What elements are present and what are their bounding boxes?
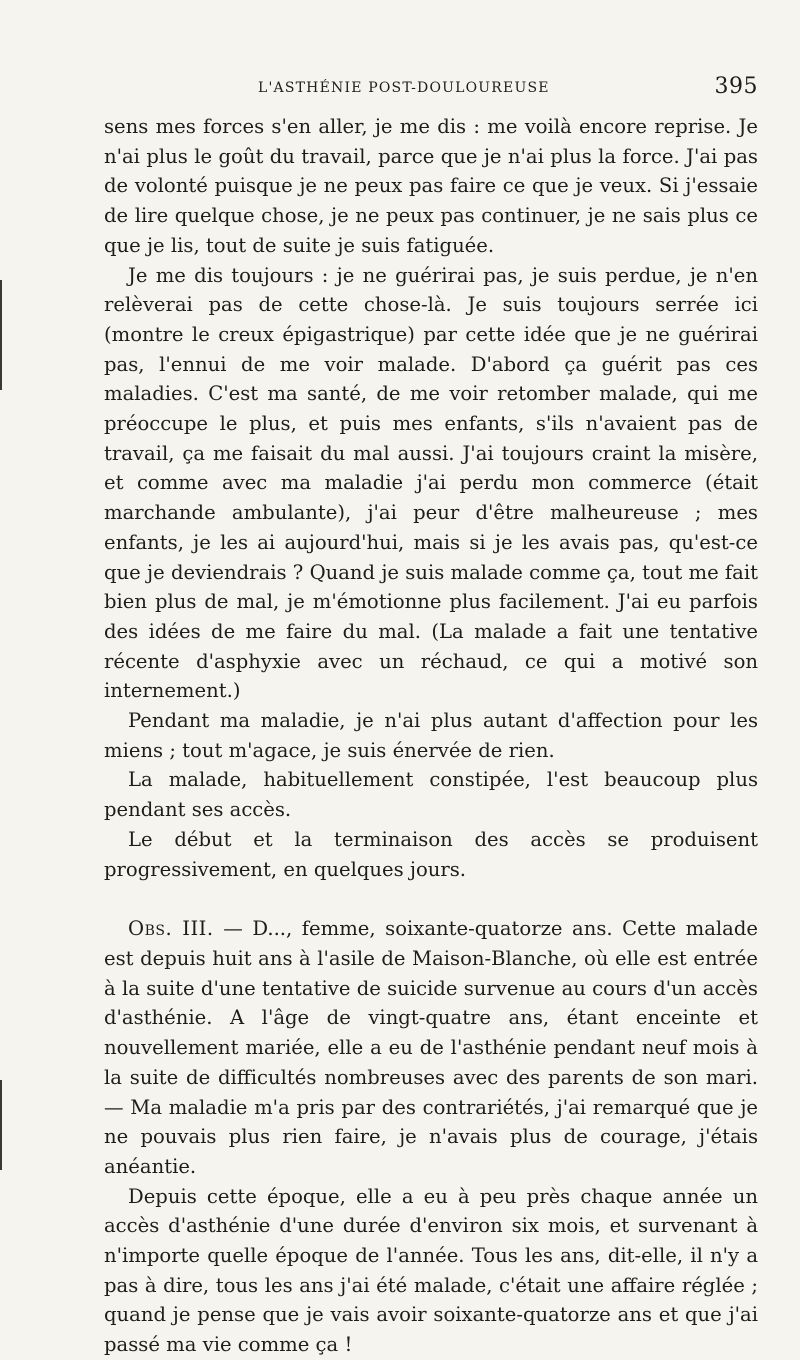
page-number: 395 <box>714 74 758 99</box>
paragraph: La malade, habituellement constipée, l'est beaucoup plus pendant ses accès. <box>104 768 758 822</box>
paragraph: Pendant ma maladie, je n'ai plus autant d'affection pour les miens ; tout m'agace, je suis énervée de rien. <box>104 709 758 762</box>
paragraph: Je me dis toujours : je ne guérirai pas, je suis perdue, je n'en relèverai pas de cette chose-là. Je suis toujours serrée ici (montre le creux épigastrique) par cette idée que je ne guérirai pas, l'ennui de me voir malade. D'abord ça guérit pas ces maladies. C'est ma santé, de me voir retomber malade, qui me préoccupe le plus, et puis mes enfants, s'ils n'avaient pas de travail, ça me faisait du mal aussi. J'ai toujours craint la misère, et comme avec ma maladie j'ai perdu mon commerce (était marchande ambulante), j'ai peur d'être malheureuse ; mes enfants, je les ai aujourd'hui, mais si je les avais pas, qu'est-ce que je deviendrais ? Quand je suis malade comme ça, tout me fait bien plus de mal, je m'émotionne plus facilement. J'ai eu parfois des idées de me faire du mal. (La malade a fait une tentative récente d'asphyxie avec un réchaud, ce qui a motivé son internement.) <box>104 263 758 703</box>
binding-shadow <box>0 1080 2 1170</box>
paragraph: Depuis cette époque, elle a eu à peu près chaque année un accès d'asthénie d'une durée d'environ six mois, et survenant à n'importe quelle époque de l'année. Tous les ans, dit-elle, il n'y a pas à dire, tous les ans j'ai été malade, c'était une affaire réglée ; quand je pense que je vais avoir soixante-quatorze ans et que j'ai passé ma vie comme ça ! <box>104 1184 758 1357</box>
body-text <box>104 112 758 1360</box>
running-title: L'ASTHÉNIE POST-DOULOUREUSE <box>258 80 550 96</box>
paragraph: Le début et la terminaison des accès se produisent progressivement, en quelques jours. <box>104 827 758 881</box>
observation-label: Obs. III. <box>128 917 214 941</box>
paragraph: sens mes forces s'en aller, je me dis : me voilà encore reprise. Je n'ai plus le goût du travail, parce que je n'ai plus la force. J'ai pas de volonté puisque je ne peux pas faire ce que je veux. Si j'essaie de lire quelque chose, je ne peux pas continuer, je ne sais plus ce que je lis, tout de suite je suis fatiguée. <box>104 115 758 257</box>
page-header <box>104 74 758 110</box>
observation-paragraph <box>104 914 758 1181</box>
binding-shadow <box>0 280 2 390</box>
observation-text: — D..., femme, soixante-quatorze ans. Cette malade est depuis huit ans à l'asile de Maison-Blanche, où elle est entrée à la suite d'une tentative de suicide survenue au cours d'un accès d'asthénie. A l'âge de vingt-quatre ans, étant enceinte et nouvellement mariée, elle a eu de l'asthénie pendant neuf mois à la suite de difficultés nombreuses avec des parents de son mari. — Ma maladie m'a pris par des contrariétés, j'ai remarqué que je ne pouvais plus rien faire, je n'avais plus de courage, j'étais anéantie. <box>104 917 758 1178</box>
